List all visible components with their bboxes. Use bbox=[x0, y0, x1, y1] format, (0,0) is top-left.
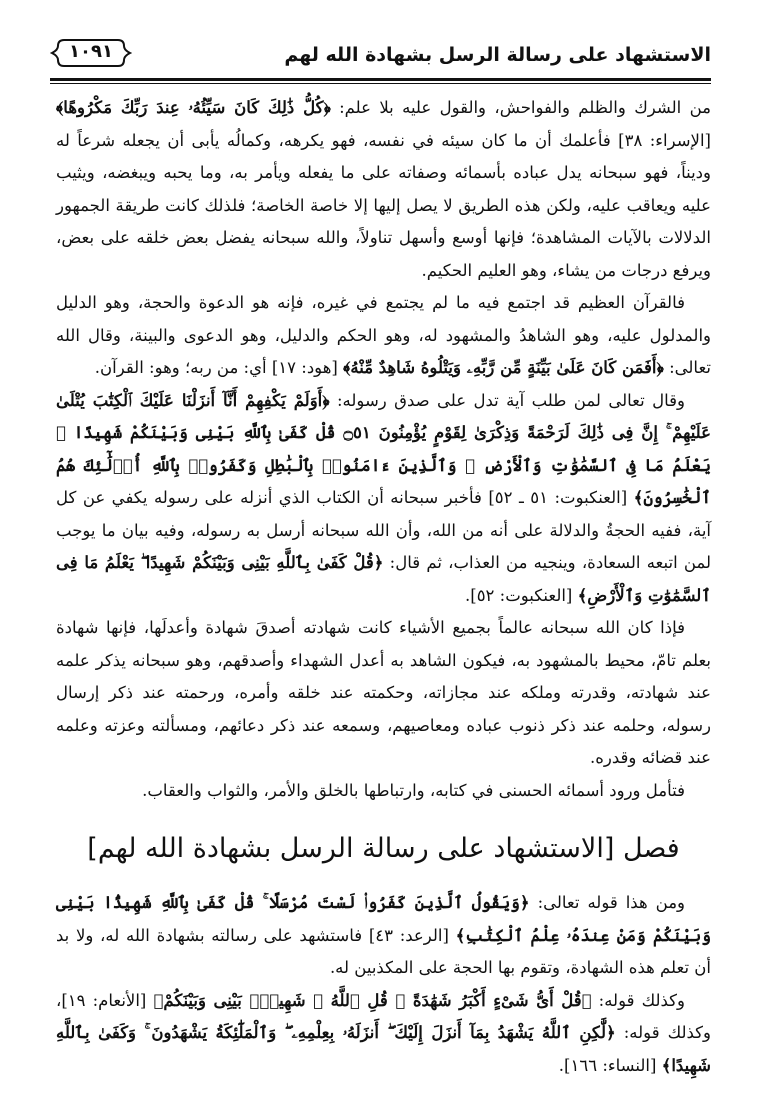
paragraph-text: فتأمل ورود أسمائه الحسنى في كتابه، وارتباطها بالخلق والأمر، والثواب والعقاب. bbox=[142, 780, 685, 800]
paragraph bbox=[56, 985, 711, 1083]
quran-verse: ﴿وَيَقُولُ ٱلَّذِينَ كَفَرُوا۟ لَسْتَ مُرْسَلًا ۚ قُلْ كَفَىٰ بِٱللَّهِ شَهِيدًۢا بَيْنِى وَبَيْنَكُمْ وَمَنْ عِندَهُۥ عِلْمُ ٱلْكِتَٰبِ﴾ bbox=[56, 893, 711, 945]
page-body bbox=[56, 92, 711, 1082]
paragraph-text: [العنكبوت: ٥١ ـ ٥٢] فأخبر سبحانه أن الكتاب الذي أنزله على رسوله يكفي عن كل آية، ففيه الحجةُ والدلالة على أنه من الله، وأن الله سبحانه أرسل به رسوله، وفيه بيان ما يوجب لمن اتبعه السعادة، وينجيه من العذاب، ثم قال: bbox=[56, 488, 711, 572]
paragraph-text: [النساء: ١٦٦]. bbox=[558, 1055, 662, 1075]
paragraph bbox=[56, 385, 711, 613]
quran-verse: ﴿أَوَلَمْ يَكْفِهِمْ أَنَّآ أَنزَلْنَا عَلَيْكَ ٱلْكِتَٰبَ يُتْلَىٰ عَلَيْهِمْ ۚ إِنَّ فِى ذَٰلِكَ لَرَحْمَةً وَذِكْرَىٰ لِقَوْمٍ يُؤْمِنُونَ ۝٥١ قُلْ كَفَىٰ بِٱللَّهِ بَيْنِى وَبَيْنَكُمْ شَهِيدًا ۖ يَعْلَمُ مَا فِى ٱلسَّمَٰوَٰتِ وَٱلْأَرْضِ ۗ وَٱلَّذِينَ ءَامَنُوا۟ بِٱلْبَٰطِلِ وَكَفَرُوا۟ بِٱللَّهِ أُو۟لَٰٓئِكَ هُمُ ٱلْخَٰسِرُونَ﴾ bbox=[56, 390, 711, 507]
quran-verse: ﴿كُلُّ ذَٰلِكَ كَانَ سَيِّئُهُۥ عِندَ رَبِّكَ مَكْرُوهًا﴾ bbox=[56, 98, 331, 117]
paragraph bbox=[56, 887, 711, 985]
paragraph bbox=[56, 287, 711, 385]
paragraph-text: [الأنعام: ١٩]، وكذلك قوله: bbox=[56, 990, 711, 1042]
paragraph-text: من الشرك والظلم والفواحش، والقول عليه بلا علم: bbox=[330, 98, 711, 117]
section-heading: فصل [الاستشهاد على رسالة الرسل بشهادة الله لهم] bbox=[87, 833, 680, 864]
quran-verse: ﴿قُلْ أَىُّ شَىْءٍ أَكْبَرُ شَهَٰدَةً ۖ قُلِ ٱللَّهُ ۖ شَهِيدٌۢ بَيْنِى وَبَيْنَكُمْ﴾ bbox=[153, 990, 592, 1010]
paragraph-text: فإذا كان الله سبحانه عالماً بجميع الأشياء كانت شهادته أصدقَ شهادة وأعدلَها، فإنها شهادة بعلم تامّ، محيط بالمشهود به، فيكون الشاهد به أعدل الشهداء وأصدقهم، وهو سبحانه يذكر علمه عند شهادته، وقدرته وملكه عند مجازاته، وحكمته عند خلقه وأمره، ورحمته عند ذكر إرسال رسوله، وحلمه عند ذكر ذنوب عباده ومعاصيهم، وسمعه عند ذكر دعائهم، ومسألته وعزته وعلمه عند قضائه وقدره. bbox=[56, 618, 711, 767]
quran-verse: ﴿أَفَمَن كَانَ عَلَىٰ بَيِّنَةٍ مِّن رَّبِّهِۦ وَيَتْلُوهُ شَاهِدٌ مِّنْهُ﴾ bbox=[343, 358, 664, 377]
paragraph-text: وكذلك قوله: bbox=[591, 990, 685, 1010]
header-rule bbox=[50, 78, 711, 81]
header-rule-thin bbox=[50, 83, 711, 84]
quran-verse: ﴿لَّٰكِنِ ٱللَّهُ يَشْهَدُ بِمَآ أَنزَلَ إِلَيْكَ ۖ أَنزَلَهُۥ بِعِلْمِهِۦ ۖ وَٱلْمَلَٰٓئِكَةُ يَشْهَدُونَ ۚ وَكَفَىٰ بِٱللَّهِ شَهِيدًا﴾ bbox=[56, 1023, 711, 1075]
paragraph-text: [هود: ١٧] أي: من ربه؛ وهو: القرآن. bbox=[94, 358, 344, 377]
paragraph-text: [الإسراء: ٣٨] فأعلمك أن ما كان سيئه في نفسه، فهو يكرهه، وكمالُه يأبى أن يجعله شرعاً له وديناً، فهو سبحانه يدل عباده بأسمائه وصفاته على ما يفعله ويأمر به، وما يحبه ويبغضه، ويثيب عليه ويعاقب عليه، ولكن هذه الطريق لا يصل إليها إلا خاصة الخاصة؛ فلذلك كانت طريقة الجمهور الدلالات بالآيات المشاهدة؛ فإنها أوسع وأسهل تناولاً، والله سبحانه يفضل بعض خلقه على بعض، ويرفع درجات من يشاء، وهو العليم الحكيم. bbox=[56, 130, 711, 280]
paragraph-text: فالقرآن العظيم قد اجتمع فيه ما لم يجتمع في غيره، فإنه هو الدعوة والحجة، وهو الدليل والمدلول عليه، وهو الشاهدُ والمشهود له، وهو الحكم والدليل، وهو الدعوى والبينة، وقال الله تعالى: bbox=[56, 293, 711, 377]
paragraph bbox=[56, 92, 711, 287]
page-number-frame bbox=[50, 38, 132, 68]
paragraph-text: [الرعد: ٤٣] فاستشهد على رسالته بشهادة الله له، ولا بد أن تعلم هذه الشهادة، وتقوم بها الحجة على المكذبين له. bbox=[56, 925, 711, 977]
running-title: الاستشهاد على رسالة الرسل بشهادة الله لهم bbox=[284, 44, 711, 66]
paragraph-text: [العنكبوت: ٥٢]. bbox=[465, 585, 578, 605]
page-number: ١٠٩١ bbox=[69, 41, 113, 62]
paragraph-text: ومن هذا قوله تعالى: bbox=[529, 893, 685, 912]
quran-verse: ﴿قُلْ كَفَىٰ بِٱللَّهِ بَيْنِى وَبَيْنَكُمْ شَهِيدًا ۖ يَعْلَمُ مَا فِى ٱلسَّمَٰوَٰتِ وَٱلْأَرْضِ﴾ bbox=[56, 553, 711, 605]
paragraph bbox=[56, 612, 711, 775]
paragraph-text: وقال تعالى لمن طلب آية تدل على صدق رسوله: bbox=[329, 390, 685, 410]
paragraph bbox=[56, 775, 711, 808]
page-header bbox=[50, 36, 711, 76]
